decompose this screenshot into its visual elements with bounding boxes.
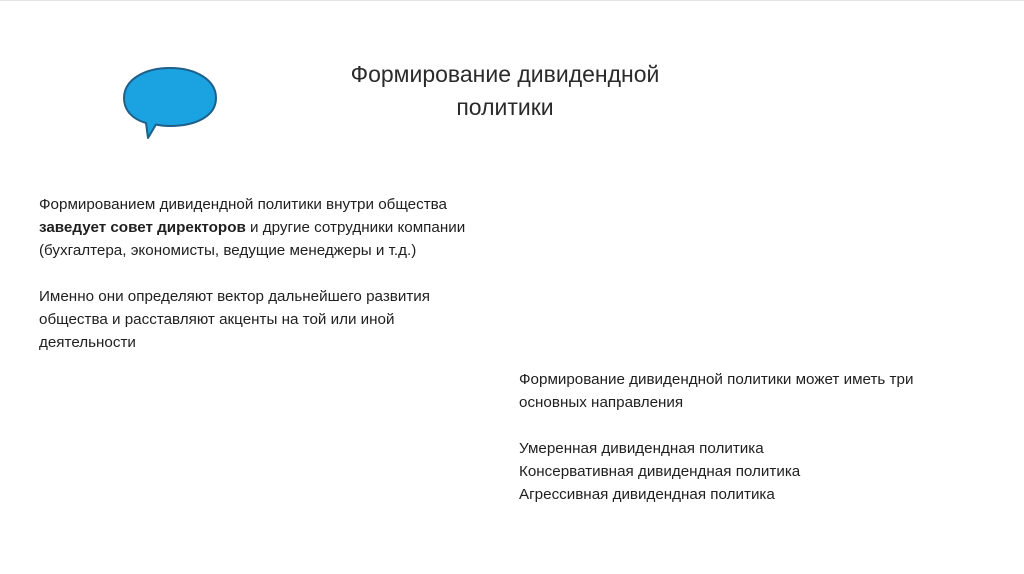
- speech-bubble-shape: [124, 68, 216, 138]
- left-p1-line3: (бухгалтера, экономисты, ведущие менеджеры и т.д.): [39, 242, 417, 259]
- left-p1-line1: Формированием дивидендной политики внутри общества: [39, 196, 448, 213]
- slide-top-edge: [0, 0, 1024, 1]
- left-p2-line1: Именно они определяют вектор дальнейшего развития: [39, 288, 430, 305]
- left-p1-line2-rest: и другие сотрудники компании: [245, 219, 466, 236]
- speech-bubble-icon: [120, 66, 220, 142]
- right-intro-line2: основных направления: [519, 394, 684, 411]
- list-item: Консервативная дивидендная политика: [519, 463, 801, 480]
- slide-title: [300, 58, 710, 124]
- left-p2-line3: деятельности: [39, 334, 136, 351]
- left-p2-line2: общества и расставляют акценты на той или иной: [39, 311, 395, 328]
- right-text-block: [519, 368, 999, 506]
- left-text-block: [39, 193, 539, 354]
- right-intro-line1: Формирование дивидендной политики может иметь три: [519, 371, 914, 388]
- title-line-1: Формирование дивидендной: [350, 61, 660, 87]
- left-p1-bold: заведует совет директоров: [39, 219, 246, 236]
- left-p1-line2: [39, 216, 539, 239]
- list-item: Агрессивная дивидендная политика: [519, 486, 775, 503]
- title-line-2: политики: [456, 94, 554, 120]
- list-item: Умеренная дивидендная политика: [519, 440, 764, 457]
